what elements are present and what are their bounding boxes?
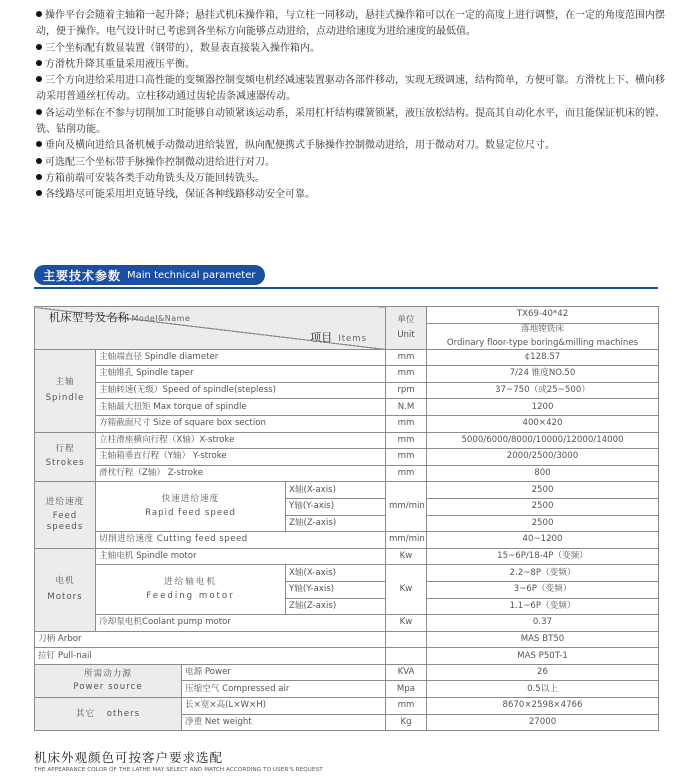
param-unit: KVA	[386, 664, 427, 681]
param-value: 1.1~6P（变频）	[427, 598, 659, 615]
table-row	[35, 432, 659, 449]
feeding-motor-label: 进给轴电机 Feeding motor	[96, 565, 286, 615]
bullet-icon	[36, 11, 42, 17]
items-label-en: Items	[338, 333, 367, 344]
rapid-feed-label: 快速进给速度 Rapid feed speed	[96, 482, 286, 532]
table-header-corner	[35, 307, 386, 350]
param-value: 40~1200	[427, 532, 659, 549]
section-title-cn: 主要技术参数	[43, 268, 122, 283]
axis-label: Y轴(Y-axis)	[286, 581, 386, 598]
section-title-en: Main technical parameter	[127, 269, 256, 281]
param-value: 15~6P/18-4P（变频）	[427, 548, 659, 565]
bullet-icon	[36, 76, 42, 82]
table-row	[35, 631, 659, 648]
param-unit: mm	[386, 449, 427, 466]
param-value: 37~750（或25~500）	[427, 382, 659, 399]
param-unit: N.M	[386, 399, 427, 416]
param-unit: rpm	[386, 382, 427, 399]
param-label: 主轴电机 Spindle motor	[96, 548, 386, 565]
feature-item: 各运动坐标在不参与切削加工时能够自动锁紧该运动系，采用杠杆结构碟簧锁紧，液压放松结构。提高其自动化水平，而且能保证机床的镗、铣、钻削功能。	[36, 107, 665, 136]
table-row	[35, 465, 659, 482]
feature-item: 方滑枕升降其重量采用液压平衡。	[36, 57, 666, 73]
param-label: 方箱截面尺寸 Size of square box section	[96, 415, 386, 432]
table-row	[35, 482, 659, 499]
table-row	[35, 648, 659, 665]
param-unit: Kw	[386, 615, 427, 632]
unit-header: 单位 Unit	[386, 307, 427, 350]
param-unit	[386, 631, 427, 648]
section-divider	[34, 287, 658, 289]
param-unit: mm	[386, 366, 427, 383]
param-label: 刀柄 Arbor	[35, 631, 386, 648]
param-value: 5000/6000/8000/10000/12000/14000	[427, 432, 659, 449]
param-label: 滑枕行程（Z轴） Z-stroke	[96, 465, 386, 482]
param-unit	[386, 648, 427, 665]
param-value: 400×420	[427, 415, 659, 432]
group-power-source: 所需动力源 Power source	[35, 664, 182, 697]
group-feed-speeds: 进给速度 Feed speeds	[35, 482, 96, 548]
param-label: 主轴最大扭矩 Max torque of spindle	[96, 399, 386, 416]
axis-label: Z轴(Z-axis)	[286, 515, 386, 532]
param-unit: Kw	[386, 548, 427, 565]
param-value: 2500	[427, 498, 659, 515]
param-label: 主轴锥孔 Spindle taper	[96, 366, 386, 383]
param-value: 7/24 锥度NO.50	[427, 366, 659, 383]
param-label: 压缩空气 Compressed air	[182, 681, 386, 698]
param-label: 主轴箱垂直行程（Y轴） Y-stroke	[96, 449, 386, 466]
param-label: 拉钉 Pull-nail	[35, 648, 386, 665]
section-title-banner	[34, 265, 265, 285]
param-value: 8670×2598×4766	[427, 698, 659, 715]
table-row	[35, 366, 659, 383]
axis-label: X轴(X-axis)	[286, 482, 386, 499]
footer-note-en: THE APPEARANCE COLOR OF THE LATHE MAY SELECT AND MATCH ACCORDING TO USER'S REQUEST	[34, 767, 323, 773]
table-row	[35, 382, 659, 399]
group-spindle: 主轴 Spindle	[35, 349, 96, 432]
model-number: TX69-40*42	[427, 307, 659, 324]
table-row	[35, 349, 659, 366]
group-strokes: 行程 Strokes	[35, 432, 96, 482]
table-row	[35, 449, 659, 466]
feature-item: 可选配三个坐标带手脉操作控制微动进给进行对刀。	[36, 155, 666, 171]
bullet-icon	[36, 44, 42, 50]
param-label: 长×宽×高(L×W×H)	[182, 698, 386, 715]
param-unit: mm	[386, 415, 427, 432]
param-value: 26	[427, 664, 659, 681]
param-label: 主轴端直径 Spindle diameter	[96, 349, 386, 366]
param-unit: Mpa	[386, 681, 427, 698]
spec-table	[34, 306, 659, 731]
model-name-label: 机床型号及名称	[49, 311, 130, 324]
table-row	[35, 548, 659, 565]
param-value: 0.5以上	[427, 681, 659, 698]
items-label: 项目	[310, 330, 333, 344]
bullet-icon	[36, 109, 42, 115]
table-row	[35, 532, 659, 549]
bullet-icon	[36, 174, 42, 180]
model-name-label-en: Model&Name	[131, 314, 191, 323]
param-value: MAS BT50	[427, 631, 659, 648]
group-motors: 电机 Motors	[35, 548, 96, 631]
bullet-icon	[36, 60, 42, 66]
feature-item: 操作平台会随着主轴箱一起升降；悬挂式机床操作箱，与立柱一同移动，悬挂式操作箱可以在一定的高度上进行调整，在一定的角度范围内摆动，便于操作。电气设计时已考虑到各坐标方向能够点动进给，点动进给速度为进给速度的最低值。	[36, 10, 665, 38]
param-label: 切削进给速度 Cutting feed speed	[96, 532, 386, 549]
param-value: 1200	[427, 399, 659, 416]
param-unit: mm	[386, 432, 427, 449]
axis-label: Y轴(Y-axis)	[286, 498, 386, 515]
feature-item: 各线路尽可能采用坦克链导线，保证各种线路移动安全可靠。	[36, 187, 666, 203]
table-row	[35, 615, 659, 632]
footer-note-cn: 机床外观颜色可按客户要求选配	[34, 750, 224, 765]
param-value: ¢128.57	[427, 349, 659, 366]
bullet-icon	[36, 141, 42, 147]
param-unit: Kw	[386, 565, 427, 615]
param-label: 立柱滑座横向行程（X轴）X-stroke	[96, 432, 386, 449]
param-unit: mm/min	[386, 482, 427, 532]
param-unit: mm	[386, 465, 427, 482]
group-others: 其它 others	[35, 698, 182, 731]
param-label: 净重 Net weight	[182, 714, 386, 731]
param-unit: mm	[386, 349, 427, 366]
param-value: 3~6P（变频）	[427, 581, 659, 598]
param-value: 0.37	[427, 615, 659, 632]
feature-item: 方箱前端可安装各类手动角铣头及万能回转铣头。	[36, 171, 666, 187]
axis-label: Z轴(Z-axis)	[286, 598, 386, 615]
param-label: 电源 Power	[182, 664, 386, 681]
bullet-icon	[36, 158, 42, 164]
feature-item: 三个方向进给采用进口高性能的变频器控制变频电机经减速装置驱动各部件移动，实现无级调速，结构简单，方便可靠。方滑枕上下、横向移动采用普通丝杠传动。立柱移动通过齿轮齿条减速器传动。	[36, 75, 665, 103]
param-value: MAS P50T-1	[427, 648, 659, 665]
param-label: 冷却泵电机Coolant pump motor	[96, 615, 386, 632]
param-label: 主轴转速(无级）Speed of spindle(stepless)	[96, 382, 386, 399]
param-value: 2500	[427, 482, 659, 499]
param-value: 2500	[427, 515, 659, 532]
table-row	[35, 415, 659, 432]
param-value: 2000/2500/3000	[427, 449, 659, 466]
param-unit: mm	[386, 698, 427, 715]
table-row	[35, 565, 659, 582]
feature-item: 三个坐标配有数显装置（钢带的），数显表直接装入操作箱内。	[36, 41, 666, 57]
param-unit: mm/min	[386, 532, 427, 549]
param-value: 27000	[427, 714, 659, 731]
bullet-icon	[36, 190, 42, 196]
feature-item: 垂向及横向进给具备机械手动微动进给装置，纵向配便携式手脉操作控制微动进给，用于微动对刀。数显定位尺寸。	[36, 138, 666, 154]
param-value: 800	[427, 465, 659, 482]
param-unit: Kg	[386, 714, 427, 731]
feature-list	[36, 8, 666, 204]
axis-label: X轴(X-axis)	[286, 565, 386, 582]
table-row	[35, 664, 659, 681]
table-row	[35, 698, 659, 715]
table-row	[35, 399, 659, 416]
table-row	[35, 307, 659, 324]
param-value: 2.2~8P（变频）	[427, 565, 659, 582]
machine-name: 落地镗铣床 Ordinary floor-type boring&milling machines	[427, 323, 659, 349]
